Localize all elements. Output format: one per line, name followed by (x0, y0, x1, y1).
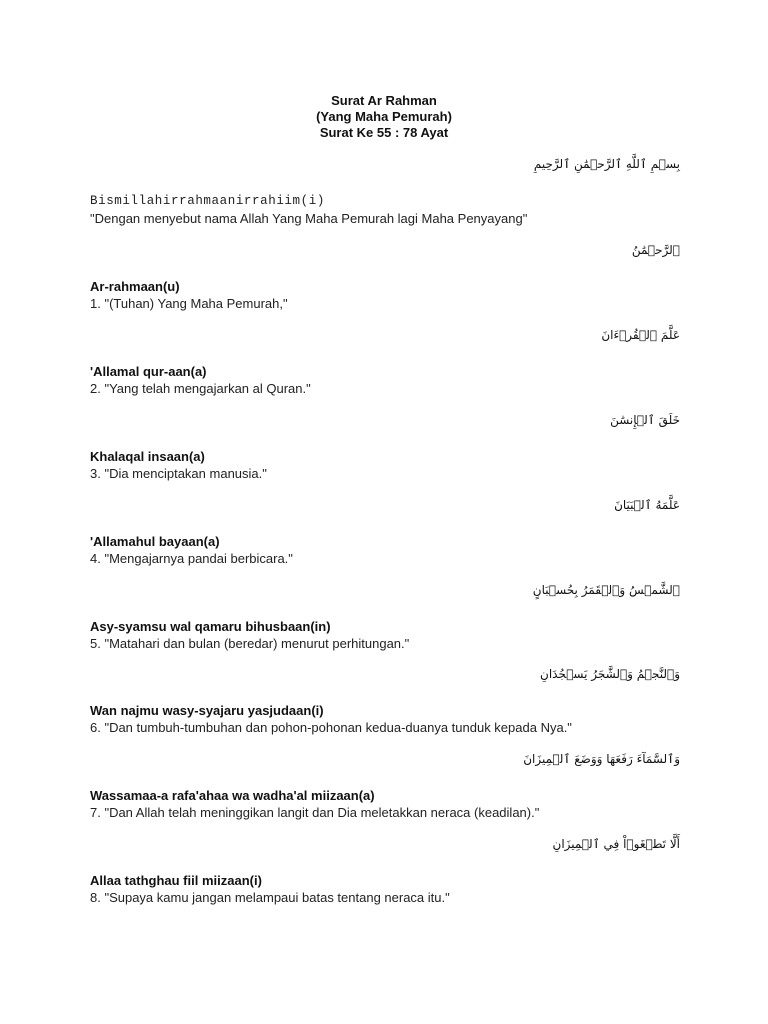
verse-meaning: 4. "Mengajarnya pandai berbicara." (90, 551, 293, 566)
verse-arabic: ٱلرَّحۡمَٰنُ (631, 243, 680, 257)
verse-latin: Allaa tathghau fiil miizaan(i) (90, 873, 262, 888)
surah-info: Surat Ke 55 : 78 Ayat (319, 125, 449, 140)
verse-meaning: 1. "(Tuhan) Yang Maha Pemurah," (90, 296, 288, 311)
verse-latin: Ar-rahmaan(u) (90, 279, 180, 294)
verse-meaning: 7. "Dan Allah telah meninggikan langit dan Dia meletakkan neraca (keadilan)." (90, 805, 540, 820)
verse-meaning: 6. "Dan tumbuh-tumbuhan dan pohon-pohonan kedua-duanya tunduk kepada Nya." (90, 720, 572, 735)
verse-latin: Khalaqal insaan(a) (90, 449, 205, 464)
bismillah-latin: Bismillahirrahmaanirrahiim(i) (90, 194, 325, 208)
verse-arabic: أَلَّا تَطۡغَوۡاْ فِي ٱلۡمِيزَانِ (552, 837, 680, 851)
verse-arabic: وَٱلسَّمَآءَ رَفَعَهَا وَوَضَعَ ٱلۡمِيزَانَ (523, 752, 680, 766)
verse-meaning: 5. "Matahari dan bulan (beredar) menurut perhitungan." (90, 636, 410, 651)
bismillah-arabic: بِسۡمِ ٱللَّهِ ٱلرَّحۡمَٰنِ ٱلرَّحِيمِ (533, 157, 680, 171)
verse-latin: 'Allamahul bayaan(a) (90, 534, 220, 549)
verse-meaning: 8. "Supaya kamu jangan melampaui batas tentang neraca itu." (90, 890, 450, 905)
bismillah-meaning: "Dengan menyebut nama Allah Yang Maha Pemurah lagi Maha Penyayang" (90, 211, 528, 226)
verse-arabic: خَلَقَ ٱلۡإِنسَٰنَ (610, 413, 680, 427)
verse-arabic: وَٱلنَّجۡمُ وَٱلشَّجَرُ يَسۡجُدَانِ (540, 667, 680, 681)
verse-arabic: عَلَّمَهُ ٱلۡبَيَانَ (614, 498, 680, 512)
verse-latin: Asy-syamsu wal qamaru bihusbaan(in) (90, 619, 331, 634)
title-block (0, 93, 768, 141)
verse-arabic: عَلَّمَ ٱلۡقُرۡءَانَ (601, 328, 680, 342)
verse-latin: Wassamaa-a rafa'ahaa wa wadha'al miizaan(a) (90, 788, 375, 803)
verse-meaning: 3. "Dia menciptakan manusia." (90, 466, 267, 481)
verse-meaning: 2. "Yang telah mengajarkan al Quran." (90, 381, 311, 396)
verse-latin: Wan najmu wasy-syajaru yasjudaan(i) (90, 703, 324, 718)
surah-title: Surat Ar Rahman (331, 93, 437, 108)
verse-latin: 'Allamal qur-aan(a) (90, 364, 207, 379)
verse-arabic: ٱلشَّمۡسُ وَٱلۡقَمَرُ بِحُسۡبَانٍ (532, 583, 680, 597)
surah-subtitle: (Yang Maha Pemurah) (316, 109, 452, 124)
